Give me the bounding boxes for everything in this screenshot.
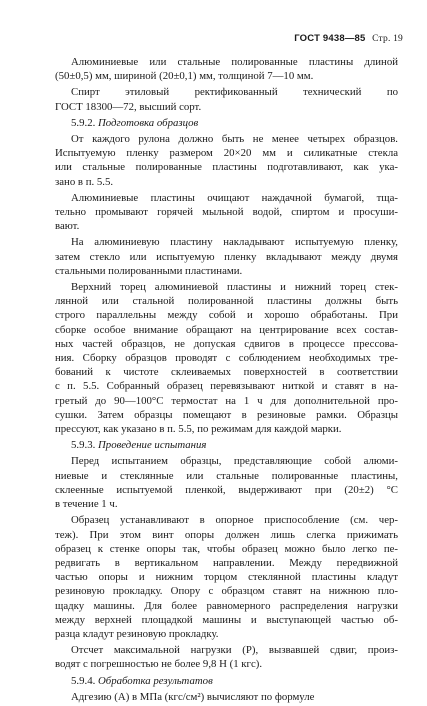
- section-number: 5.9.4.: [71, 674, 98, 687]
- text-line: образец к стенке опоры так, чтобы образец можно было легко пе-: [55, 542, 398, 555]
- section-title: Проведение испытания: [98, 439, 207, 452]
- text-line: Алюминиевые или стальные полированные пластины длиной: [71, 56, 398, 68]
- standard-number: ГОСТ 9438—85: [294, 33, 366, 44]
- text-line: сборке особое внимание обращают на центрирование всех состав-: [55, 323, 398, 336]
- text-line: Спирт этиловый ректификованный технический по: [71, 86, 398, 99]
- text-line: стальными полированными пластинами.: [55, 264, 243, 277]
- paragraph: [55, 513, 398, 641]
- paragraph: [55, 690, 398, 704]
- section-heading: [71, 116, 398, 130]
- text-line: или стальные полированные пластины подготавливают, как ука-: [55, 161, 398, 174]
- section-number: 5.9.3.: [71, 439, 98, 452]
- text-line: Адгезию (A) в МПа (кгс/см²) вычисляют по формуле: [71, 690, 315, 703]
- text-line: с п. 5.5. Собранный образец перевязывают ниткой и ставят в на-: [55, 380, 398, 393]
- page-header: [294, 33, 403, 44]
- text-line: между верхней площадкой машины и выступающей частью об-: [55, 613, 398, 626]
- paragraph: [55, 85, 398, 113]
- text-line: ниевые и стеклянные или стальные полированные пластины,: [55, 469, 398, 482]
- text-line: (50±0,5) мм, шириной (20±0,1) мм, толщиной 7—10 мм.: [55, 70, 314, 83]
- paragraph: [55, 454, 398, 511]
- text-line: зано в п. 5.5.: [55, 175, 114, 188]
- text-line: вают.: [55, 220, 80, 233]
- text-line: Образец устанавливают в опорное приспособление (см. чер-: [71, 514, 398, 527]
- page-number: Стр. 19: [372, 34, 403, 44]
- paragraph: [55, 132, 398, 189]
- text-line: разца кладут резиновую прокладку.: [55, 627, 219, 640]
- text-line: Отсчет максимальной нагрузки (P), вызвавшей сдвиг, произ-: [71, 644, 398, 657]
- text-line: резиновую прокладку. Опору с образцом ставят на нижнюю пло-: [55, 585, 398, 598]
- paragraph: [55, 55, 398, 83]
- text-line: строго параллельны между собой и хорошо обработаны. При: [55, 309, 398, 322]
- text-line: Испытуемую пленку размером 20×20 мм и силикатные стекла: [55, 147, 398, 160]
- section-heading: [71, 674, 398, 688]
- text-line: в течение 1 ч.: [55, 498, 118, 511]
- section-number: 5.9.2.: [71, 116, 98, 129]
- text-line: редвигать в вертикальном направлении. Между передвижной: [55, 556, 398, 569]
- document-body: [55, 55, 398, 706]
- text-line: тельно промывают горячей мыльной водой, спиртом и просуши-: [55, 206, 398, 219]
- section-title: Подготовка образцов: [98, 116, 199, 129]
- paragraph: [55, 235, 398, 278]
- text-line: сушки. Затем образцы помещают в резиновые рамки. Образцы: [55, 408, 398, 421]
- text-line: склеенные испытуемой пленкой, выдерживают при (20±2) °С: [55, 483, 398, 496]
- text-line: Верхний торец алюминиевой пластины и нижний торец стек-: [71, 281, 398, 294]
- section-title: Обработка результатов: [98, 674, 213, 687]
- text-line: лянной или стальной полированной пластины должны быть: [55, 295, 398, 308]
- text-line: ных частей образцов, не допуская сдвигов в процессе прессова-: [55, 337, 398, 350]
- text-line: От каждого рулона должно быть не менее четырех образцов.: [71, 133, 398, 146]
- text-line: гретый до 90—100°С термостат на 1 ч для дополнительной про-: [55, 394, 398, 407]
- text-line: частью опоры и нижним торцом стеклянной пластины кладут: [55, 571, 398, 584]
- text-line: ГОСТ 18300—72, высший сорт.: [55, 100, 202, 113]
- paragraph: [55, 280, 398, 436]
- text-line: На алюминиевую пластину накладывают испытуемую пленку,: [71, 236, 398, 249]
- paragraph: [55, 643, 398, 671]
- text-line: затем стекло или испытуемую пленку вкладывают между двумя: [55, 250, 398, 263]
- text-line: водят с погрешностью не более 9,8 Н (1 кгс).: [55, 658, 263, 671]
- section-heading: [71, 438, 398, 452]
- paragraph: [55, 191, 398, 234]
- text-line: ния. Сборку образцов проводят с соблюдением необходимых тре-: [55, 352, 398, 365]
- text-line: Перед испытанием образцы, представляющие собой алюми-: [71, 455, 398, 468]
- text-line: бований к чистоте склеиваемых поверхностей в соответствии: [55, 366, 398, 379]
- text-line: теж). При этом винт опоры должен лишь слегка прижимать: [55, 528, 398, 541]
- text-line: прессуют, как указано в п. 5.5, по режимам для каждой марки.: [55, 423, 342, 436]
- text-line: Алюминиевые пластины очищают наждачной бумагой, тща-: [71, 191, 398, 204]
- text-line: щадку машины. Для более равномерного распределения нагрузки: [55, 599, 398, 612]
